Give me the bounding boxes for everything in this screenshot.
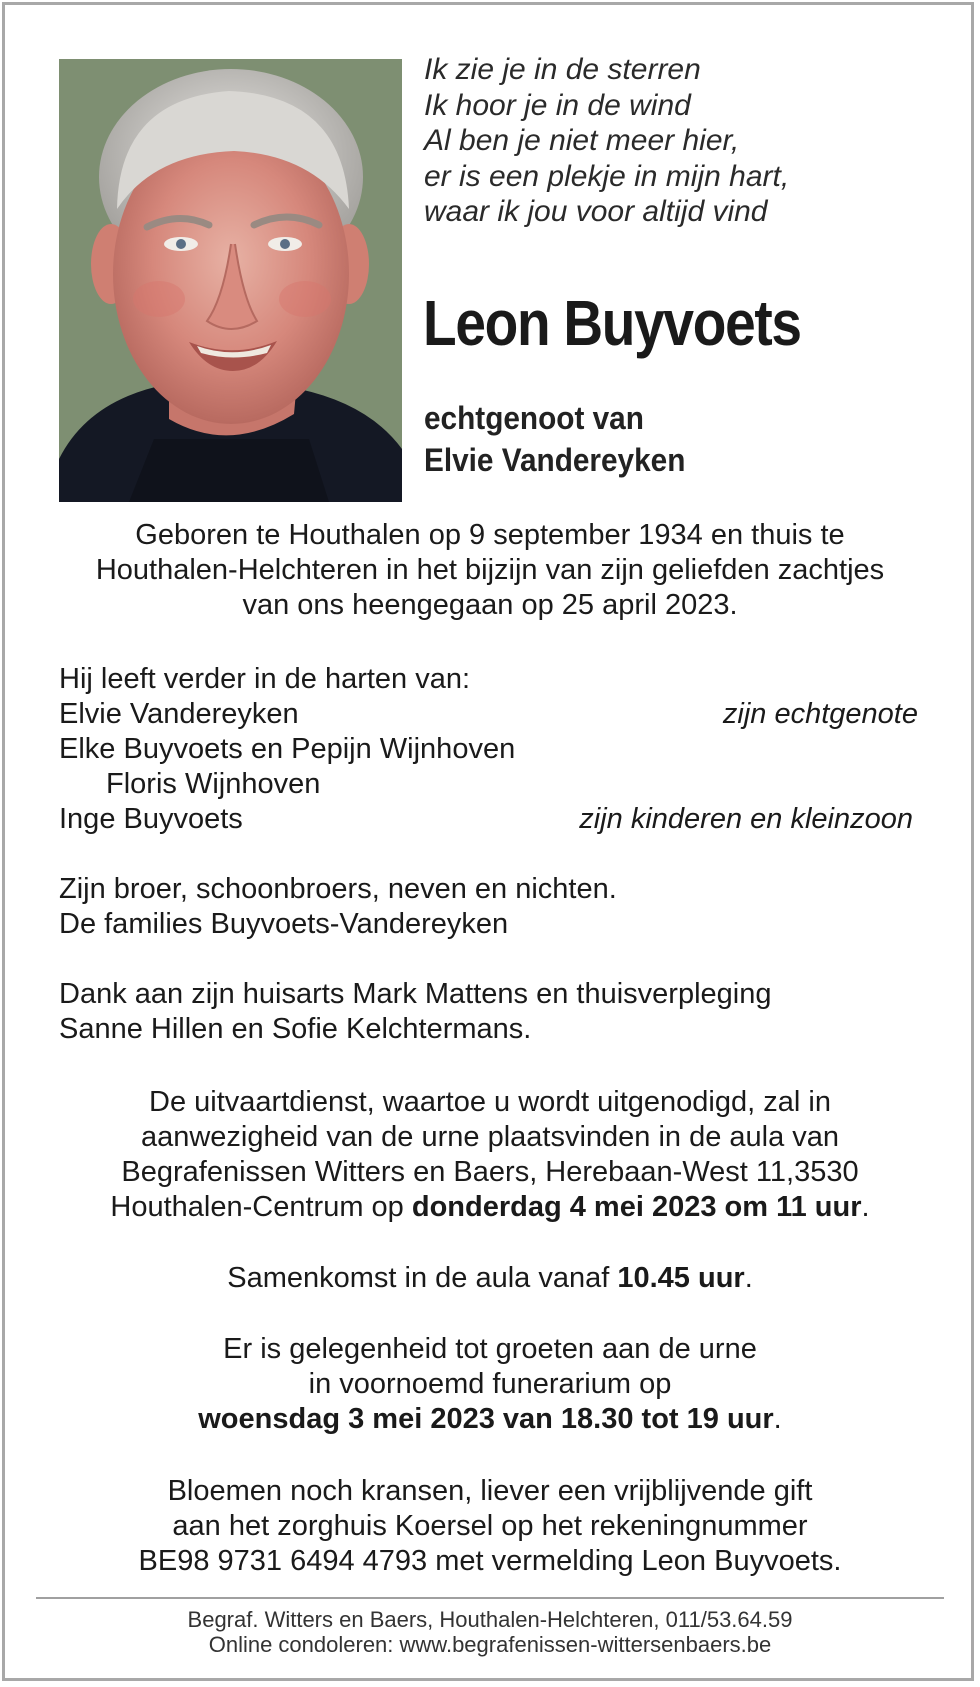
family-row-child1 <box>59 732 939 767</box>
visitation <box>40 1332 940 1437</box>
relatives <box>59 872 939 942</box>
portrait-photo <box>59 59 402 502</box>
funeral-period: . <box>861 1191 870 1223</box>
poem-line: waar ik jou voor altijd vind <box>424 195 768 228</box>
family-list <box>59 662 939 837</box>
footer-funeral-home: Begraf. Witters en Baers, Houthalen-Helchteren, 011/53.64.59 <box>187 1607 793 1632</box>
relatives-line <box>59 872 939 907</box>
funeral-line: De uitvaartdienst, waartoe u wordt uitgenodigd, zal in <box>149 1086 831 1118</box>
gathering-period: . <box>744 1262 753 1294</box>
announcement <box>40 518 940 623</box>
announcement-line: van ons heengegaan op 25 april 2023. <box>242 589 738 621</box>
poem-line: er is een plekje in mijn hart, <box>424 159 790 193</box>
funeral-line <box>40 1190 940 1225</box>
gathering-text: Samenkomst in de aula vanaf <box>227 1262 618 1294</box>
relatives-line <box>59 907 939 942</box>
thanks-line <box>59 977 939 1012</box>
flowers-line: aan het zorghuis Koersel op het rekeningnummer <box>172 1510 808 1542</box>
announcement-line: Geboren te Houthalen op 9 september 1934 en thuis te <box>135 519 845 551</box>
family-grandchild: Floris Wijnhoven <box>106 768 321 800</box>
funeral-location: Houthalen-Centrum op <box>110 1191 412 1223</box>
poem-line: Al ben je niet meer hier, <box>424 124 740 157</box>
relation-line: echtgenoot van <box>424 400 644 436</box>
funeral-line: Begrafenissen Witters en Baers, Herebaan-West 11,3530 <box>121 1156 859 1188</box>
poem-line: Ik hoor je in de wind <box>424 88 691 122</box>
visitation-line: Er is gelegenheid tot groeten aan de urne <box>223 1333 757 1365</box>
family-row-spouse <box>59 697 939 732</box>
flowers-line: BE98 9731 6494 4793 met vermelding Leon Buyvoets. <box>138 1545 842 1577</box>
gathering-time: 10.45 uur <box>617 1262 745 1294</box>
footer <box>40 1607 940 1657</box>
gathering-line <box>40 1261 940 1296</box>
poem-line: Ik zie je in de sterren <box>424 53 701 86</box>
family-spouse-name: Elvie Vandereyken <box>59 698 299 730</box>
visitation-line <box>40 1402 940 1437</box>
funeral-line: aanwezigheid van de urne plaatsvinden in de aula van <box>140 1121 840 1153</box>
family-child1: Elke Buyvoets en Pepijn Wijnhoven <box>59 733 516 765</box>
flowers-line: Bloemen noch kransen, liever een vrijblijvende gift <box>167 1475 813 1507</box>
relatives-text: De families Buyvoets-Vandereyken <box>59 908 509 940</box>
announcement-line: Houthalen-Helchteren in het bijzijn van zijn geliefden zachtjes <box>95 554 885 586</box>
thanks-text: Sanne Hillen en Sofie Kelchtermans. <box>59 1013 532 1045</box>
relatives-text: Zijn broer, schoonbroers, neven en nichten. <box>59 873 617 905</box>
family-spouse-relation: zijn echtgenote <box>722 698 918 730</box>
family-children-relation: zijn kinderen en kleinzoon <box>579 803 913 835</box>
thanks <box>59 977 939 1047</box>
spouse-name: Elvie Vandereyken <box>424 442 686 478</box>
spouse-block <box>424 397 685 481</box>
visitation-period: . <box>773 1403 782 1435</box>
poem <box>424 52 944 230</box>
family-intro <box>59 662 939 697</box>
visitation-datetime: woensdag 3 mei 2023 van 18.30 tot 19 uur <box>198 1403 774 1435</box>
deceased-name: Leon Buyvoets <box>423 287 801 359</box>
family-row-child2 <box>59 802 939 837</box>
gathering <box>40 1261 940 1296</box>
footer-condolence-link[interactable]: Online condoleren: www.begrafenissen-wittersenbaers.be <box>208 1632 772 1657</box>
portrait-illustration <box>59 59 402 502</box>
funeral-details <box>40 1085 940 1225</box>
footer-divider <box>36 1597 944 1599</box>
thanks-text: Dank aan zijn huisarts Mark Mattens en thuisverpleging <box>59 978 772 1010</box>
family-child2: Inge Buyvoets <box>59 803 243 835</box>
family-intro-text: Hij leeft verder in de harten van: <box>59 663 471 695</box>
thanks-line <box>59 1012 939 1047</box>
funeral-datetime: donderdag 4 mei 2023 om 11 uur <box>411 1191 862 1223</box>
visitation-line: in voornoemd funerarium op <box>308 1368 672 1400</box>
flowers-note <box>40 1474 940 1579</box>
family-row-grandchild <box>59 767 939 802</box>
